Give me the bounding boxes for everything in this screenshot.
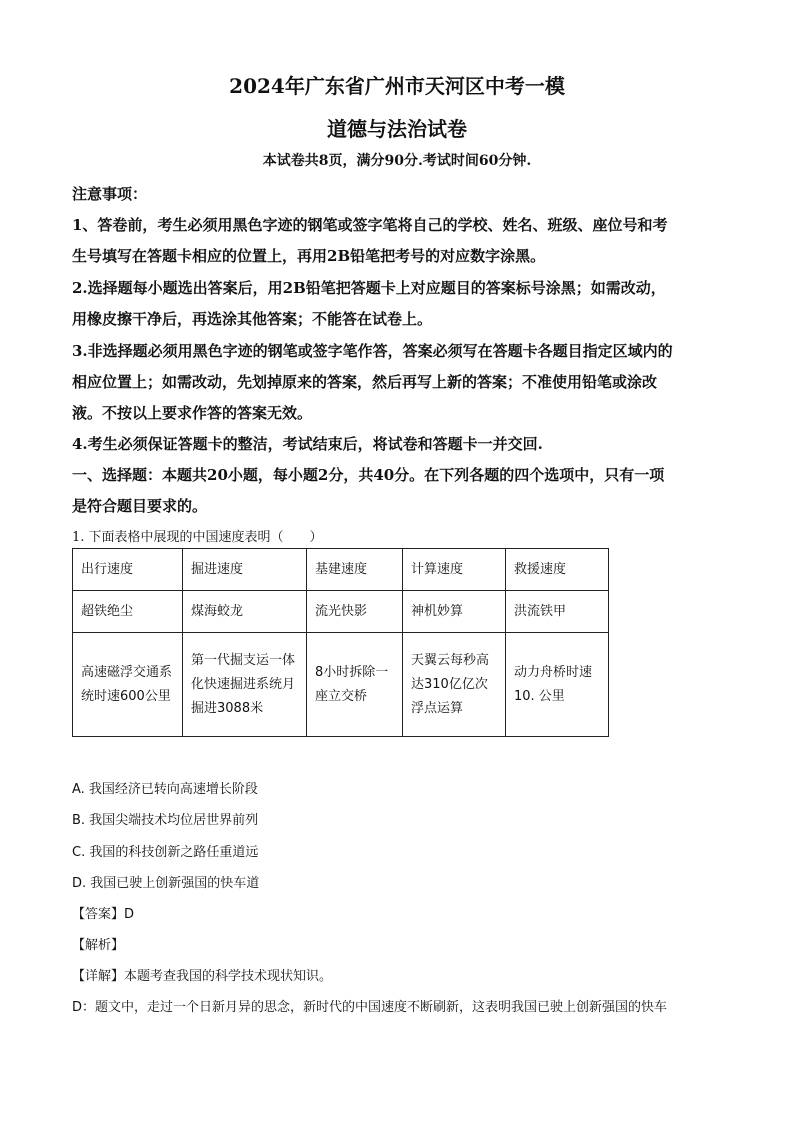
table-row [73,549,609,591]
note-line: 液。不按以上要求作答的答案无效。 [72,404,313,422]
table-cell: 动力舟桥时速10. 公里 [506,633,609,737]
table-cell: 天翼云每秒高达310亿亿次浮点运算 [403,633,506,737]
table-cell: 第一代掘支运一体化快速掘进系统月掘进3088米 [183,633,307,737]
analysis-heading: 【解析】 [72,938,125,953]
exam-title: 2024年广东省广州市天河区中考一模 [229,74,565,98]
section-heading-cont: 是符合题目要求的。 [72,497,208,515]
speed-table [72,548,609,737]
table-cell: 流光快影 [307,591,403,633]
notes-heading: 注意事项： [72,185,148,203]
question-stem: 1. 下面表格中展现的中国速度表明（ ） [72,530,323,545]
note-line: 相应位置上；如需改动，先划掉原来的答案，然后再写上新的答案；不准使用铅笔或涂改 [72,373,658,391]
section-heading: 一、选择题：本题共20小题，每小题2分，共40分。在下列各题的四个选项中，只有一项 [72,466,665,484]
exam-info: 本试卷共8页，满分90分.考试时间60分钟. [262,153,532,169]
note-line: 3.非选择题必须用黑色字迹的钢笔或签字笔作答，答案必须写在答题卡各题目指定区域内的 [72,342,673,360]
table-cell: 洪流铁甲 [506,591,609,633]
table-cell: 计算速度 [403,549,506,591]
table-cell: 8小时拆除一座立交桥 [307,633,403,737]
table-cell: 煤海蛟龙 [183,591,307,633]
table-cell: 救援速度 [506,549,609,591]
explanation-text: D：题文中，走过一个日新月异的思念，新时代的中国速度不断刷新，这表明我国已驶上创新强国的快车 [72,1000,668,1015]
table-cell: 超铁绝尘 [73,591,183,633]
note-line: 4.考生必须保证答题卡的整洁，考试结束后，将试卷和答题卡一并交回. [72,435,543,453]
option-b: B. 我国尖端技术均位居世界前列 [72,813,259,828]
exam-subject-title: 道德与法治试卷 [327,117,467,141]
option-a: A. 我国经济已转向高速增长阶段 [72,782,258,797]
table-row [73,633,609,737]
option-d: D. 我国已驶上创新强国的快车道 [72,876,260,891]
answer-label: 【答案】D [72,907,135,922]
table-cell: 基建速度 [307,549,403,591]
table-row [73,591,609,633]
option-c: C. 我国的科技创新之路任重道远 [72,845,259,860]
note-line: 用橡皮擦干净后，再选涂其他答案；不能答在试卷上。 [72,310,433,328]
note-line: 1、答卷前，考生必须用黑色字迹的钢笔或签字笔将自己的学校、姓名、班级、座位号和考 [72,216,668,234]
note-line: 2.选择题每小题选出答案后，用2B铅笔把答题卡上对应题目的答案标号涂黑；如需改动， [72,279,666,297]
table-cell: 掘进速度 [183,549,307,591]
table-cell: 高速磁浮交通系统时速600公里 [73,633,183,737]
table-cell: 神机妙算 [403,591,506,633]
table-cell: 出行速度 [73,549,183,591]
note-line: 生号填写在答题卡相应的位置上，再用2B铅笔把考号的对应数字涂黑。 [72,247,546,265]
detail-text: 【详解】本题考查我国的科学技术现状知识。 [72,969,333,984]
